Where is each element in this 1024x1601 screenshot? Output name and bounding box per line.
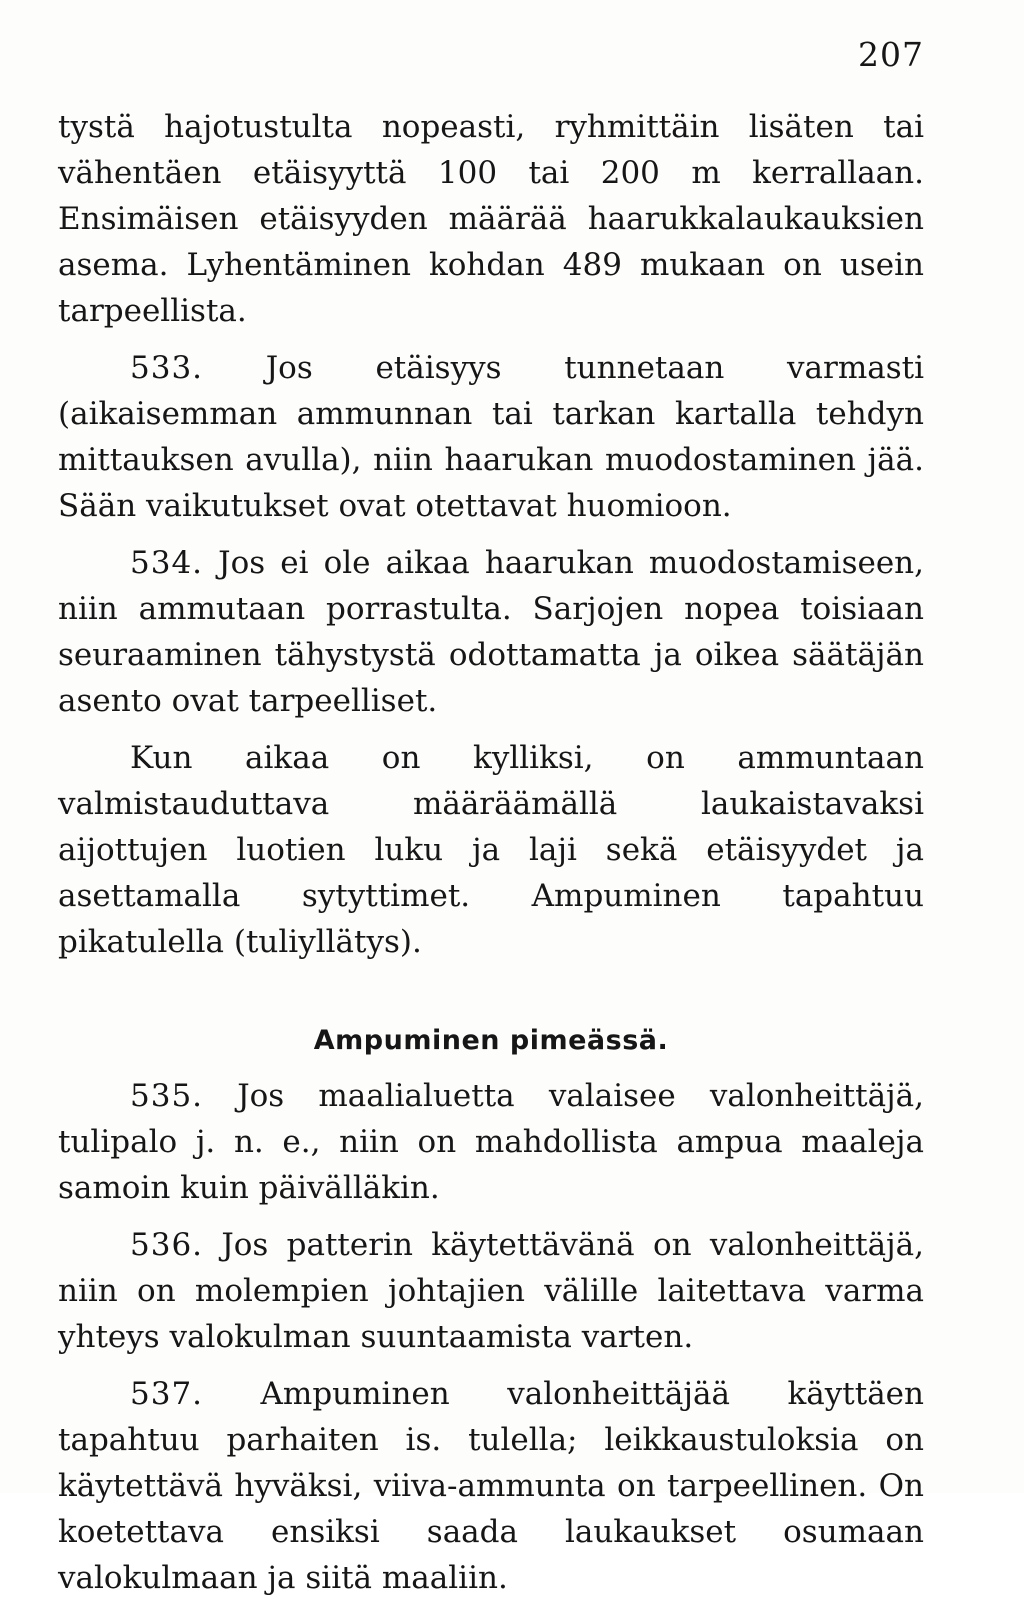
section-heading: Ampuminen pimeässä. — [313, 1025, 669, 1056]
paragraph-number: 536 . — [130, 1227, 203, 1263]
paragraph-text: tystä hajotustulta nopeasti, ryhmittäin lisäten tai vähentäen etäisyyttä 100 tai 200 m kerrallaan. Ensimäisen etäisyyden määrää haarukkalaukauksien asema. Lyhentäminen kohdan 489 mukaan on usein tarpeellista. — [58, 109, 924, 329]
paragraph-537 — [58, 1371, 924, 1601]
paragraph-continuation — [58, 104, 924, 334]
paragraph-text: Ampuminen valonheittäjää käyttäen tapahtuu parhaiten is. tulella; leikkaustuloksia on käytettävä hyväksi, viiva-ammunta on tarpeellinen. On koetettava ensiksi saada laukaukset osumaan valokulmaan ja siitä maaliin. — [58, 1376, 924, 1596]
paragraph-number: 537 . — [130, 1376, 203, 1412]
paragraph-unnumbered — [58, 735, 924, 965]
paragraph-text: Jos ei ole aikaa haarukan muodostamiseen, niin ammutaan porrastulta. Sarjojen nopea toisiaan seuraaminen tähystystä odottamatta ja oikea säätäjän asento ovat tarpeelliset. — [58, 545, 925, 719]
paragraph-number: 534 . — [130, 545, 203, 581]
paragraph-text: Jos patterin käytettävänä on valonheittäjä, niin on molempien johtajien välille laitettava varma yhteys valokulman suuntaamista varten. — [58, 1227, 924, 1355]
paragraph-number: 533 . — [130, 350, 203, 386]
body-text — [58, 104, 924, 1601]
paragraph-534 — [58, 540, 924, 724]
page-number: 207 — [858, 35, 924, 74]
paragraph-text: Kun aikaa on kylliksi, on ammuntaan valmistauduttava määräämällä laukaistavaksi aijottujen luotien luku ja laji sekä etäisyydet ja asettamalla sytyttimet. Ampuminen tapahtuu pikatulella (tuliyllätys). — [58, 740, 924, 960]
paragraph-number: 535 . — [130, 1078, 203, 1114]
paragraph-text: Jos etäisyys tunnetaan varmasti (aikaisemman ammunnan tai tarkan kartalla tehdyn mittauksen avulla), niin haarukan muodostaminen jää. Sään vaikutukset ovat otettavat huomioon. — [58, 350, 924, 524]
paragraph-535 — [58, 1073, 924, 1211]
paragraph-536 — [58, 1222, 924, 1360]
paragraph-text: Jos maalialuetta valaisee valonheittäjä, tulipalo j. n. e., niin on mahdollista ampua maaleja samoin kuin päivälläkin. — [58, 1078, 924, 1206]
paragraph-533 — [58, 345, 924, 529]
